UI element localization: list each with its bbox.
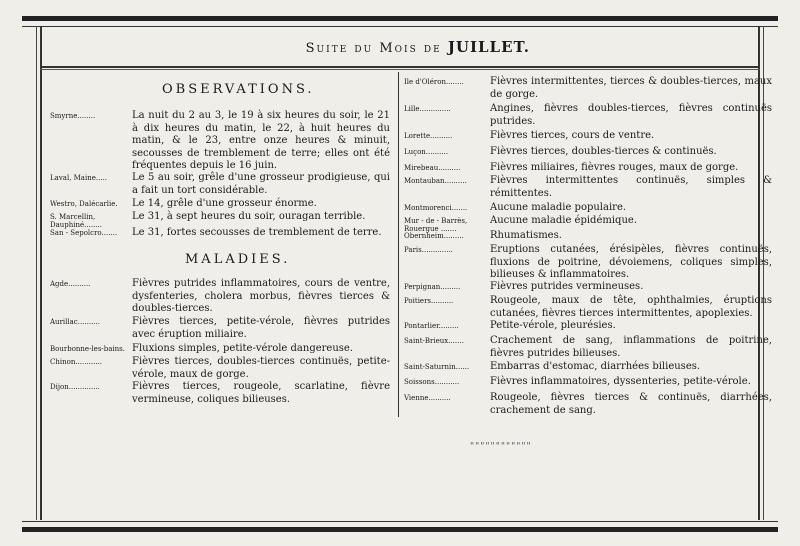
observation-entry <box>50 172 390 197</box>
entry-text: Angines, fièvres doubles-tierces, fièvres continuës putrides. <box>490 103 772 127</box>
place-name: Ile d'Oléron........ <box>404 78 464 86</box>
maladie-entry <box>404 162 772 175</box>
header-month: JUILLET. <box>447 38 530 56</box>
place-name: Pontarlier......... <box>404 322 459 330</box>
entry-text: Rhumatismes. <box>490 230 562 241</box>
left-rule <box>36 26 37 520</box>
place-name: Chinon............ <box>50 358 103 366</box>
place-name: Mirebeau.......... <box>404 164 461 172</box>
entry-text: Le 5 au soir, grêle d'une grosseur prodigieuse, qui a fait un tort considérable. <box>132 172 390 196</box>
column-divider <box>398 72 399 417</box>
footer-ornament: """""""""""" <box>470 442 532 452</box>
observation-entry <box>50 198 390 211</box>
maladie-entry <box>404 392 772 417</box>
entry-text: Fièvres tierces, cours de ventre. <box>490 130 655 141</box>
entry-text: Fièvres inflammatoires, dyssenteries, petite-vérole. <box>490 376 751 387</box>
entry-text: Fièvres tierces, petite-vérole, fièvres putrides avec éruption miliaire. <box>132 316 390 340</box>
entry-text: Rougeole, fièvres tierces & continuës, diarrhées, crachement de sang. <box>490 392 772 416</box>
place-name: Montmorenci....... <box>404 204 468 212</box>
maladie-entry <box>50 316 390 341</box>
entry-text: Aucune maladie épidémique. <box>490 215 637 226</box>
place-name: Soissons........... <box>404 378 460 386</box>
observation-entry <box>50 110 390 173</box>
entry-text: Fièvres intermittentes, tierces & doubles-tierces, maux de gorge. <box>490 76 772 100</box>
maladie-entry <box>404 281 772 294</box>
entry-text: Fièvres putrides vermineuses. <box>490 281 644 292</box>
entry-text: Fièvres tierces, rougeole, scarlatine, fièvre vermineuse, coliques bilieuses. <box>132 381 390 405</box>
maladie-entry <box>404 376 772 389</box>
place-name: Obernheim......... <box>404 232 464 240</box>
observation-entry <box>50 227 390 240</box>
maladie-entry <box>50 278 390 316</box>
place-name: Agde.......... <box>50 280 91 288</box>
entry-text: Rougeole, maux de tête, ophthalmies, éruptions cutanées, fièvres tierces intermittentes, apoplexies. <box>490 295 772 319</box>
maladie-entry <box>50 381 390 406</box>
place-name: San - Sepolcro....... <box>50 229 118 237</box>
left-rule-inner <box>40 26 42 520</box>
maladie-entry <box>404 146 772 159</box>
maladie-entry <box>404 103 772 128</box>
maladie-entry <box>404 295 772 320</box>
entry-text: Fièvres miliaires, fièvres rouges, maux de gorge. <box>490 162 739 173</box>
place-name: Saint-Brieux....... <box>404 337 464 345</box>
maladie-entry <box>404 175 772 200</box>
maladie-entry <box>404 76 772 101</box>
maladie-entry <box>404 335 772 360</box>
place-name: Lorette.......... <box>404 132 453 140</box>
entry-text: Eruptions cutanées, érésipèles, fièvres continuës, fluxions de poitrine, dévoiemens, coliques simples, bilieuses & inflammatoires. <box>490 244 772 280</box>
maladie-entry <box>404 230 772 243</box>
maladies-title: MALADIES. <box>185 252 291 267</box>
running-header <box>60 38 530 56</box>
place-name: Poitiers.......... <box>404 297 454 305</box>
place-name: Saint-Saturnin...... <box>404 363 470 371</box>
entry-text: Fièvres tierces, doubles-tierces & continuës. <box>490 146 717 157</box>
entry-text: Petite-vérole, pleurésies. <box>490 320 616 331</box>
place-name: Luçon.......... <box>404 148 449 156</box>
entry-text: Fièvres tierces, doubles-tierces continuës, petite-vérole, maux de gorge. <box>132 356 390 380</box>
header-prefix: Suite du Mois de <box>305 41 448 56</box>
header-rule-thin <box>40 69 760 70</box>
entry-text: Aucune maladie populaire. <box>490 202 627 213</box>
place-name: Lille.............. <box>404 105 451 113</box>
entry-text: Crachement de sang, inflammations de poitrine, fièvres putrides bilieuses. <box>490 335 772 359</box>
place-name: Perpignan......... <box>404 283 461 291</box>
maladie-entry <box>50 343 390 356</box>
place-name: S. Marcellin, Dauphiné........ <box>50 213 102 229</box>
place-name: Bourbonne-les-bains. <box>50 345 125 353</box>
place-name: Smyrne........ <box>50 112 96 120</box>
entry-text: Le 14, grêle d'une grosseur énorme. <box>132 198 317 209</box>
place-name: Dijon.............. <box>50 383 100 391</box>
place-name: Paris.............. <box>404 246 453 254</box>
place-name: Laval, Maine..... <box>50 174 107 182</box>
entry-text: Embarras d'estomac, diarrhées bilieuses. <box>490 361 701 372</box>
maladie-entry <box>404 202 772 215</box>
entry-text: Fièvres intermittentes continuës, simples & rémittentes. <box>490 175 772 199</box>
place-name: Vienne.......... <box>404 394 451 402</box>
maladie-entry <box>404 361 772 374</box>
entry-text: Fièvres putrides inflammatoires, cours de ventre, dysfenteries, cholera morbus, fièvres tierces & doubles-tierces. <box>132 278 390 314</box>
observations-title: OBSERVATIONS. <box>162 82 315 97</box>
place-name: Montauban.......... <box>404 177 467 185</box>
entry-text: La nuit du 2 au 3, le 19 à six heures du soir, le 21 à dix heures du matin, le 22, à huit heures du matin, & le 23, entre onze heures & minuit, secousses de tremblement de terre; elles ont été fréquentes depuis le 16 juin. <box>132 110 390 171</box>
entry-text: Le 31, à sept heures du soir, ouragan terrible. <box>132 211 366 222</box>
place-name: Aurillac.......... <box>50 318 100 326</box>
maladie-entry <box>404 320 772 333</box>
place-name: Mur - de - Barrès, Rouergue ....... <box>404 217 468 233</box>
entry-text: Le 31, fortes secousses de tremblement de terre. <box>132 227 382 238</box>
maladie-entry <box>404 130 772 143</box>
header-rule <box>40 66 760 68</box>
maladie-entry <box>50 356 390 381</box>
maladie-entry <box>404 244 772 282</box>
entry-text: Fluxions simples, petite-vérole dangereuse. <box>132 343 354 354</box>
place-name: Westro, Dalécarlie. <box>50 200 118 208</box>
